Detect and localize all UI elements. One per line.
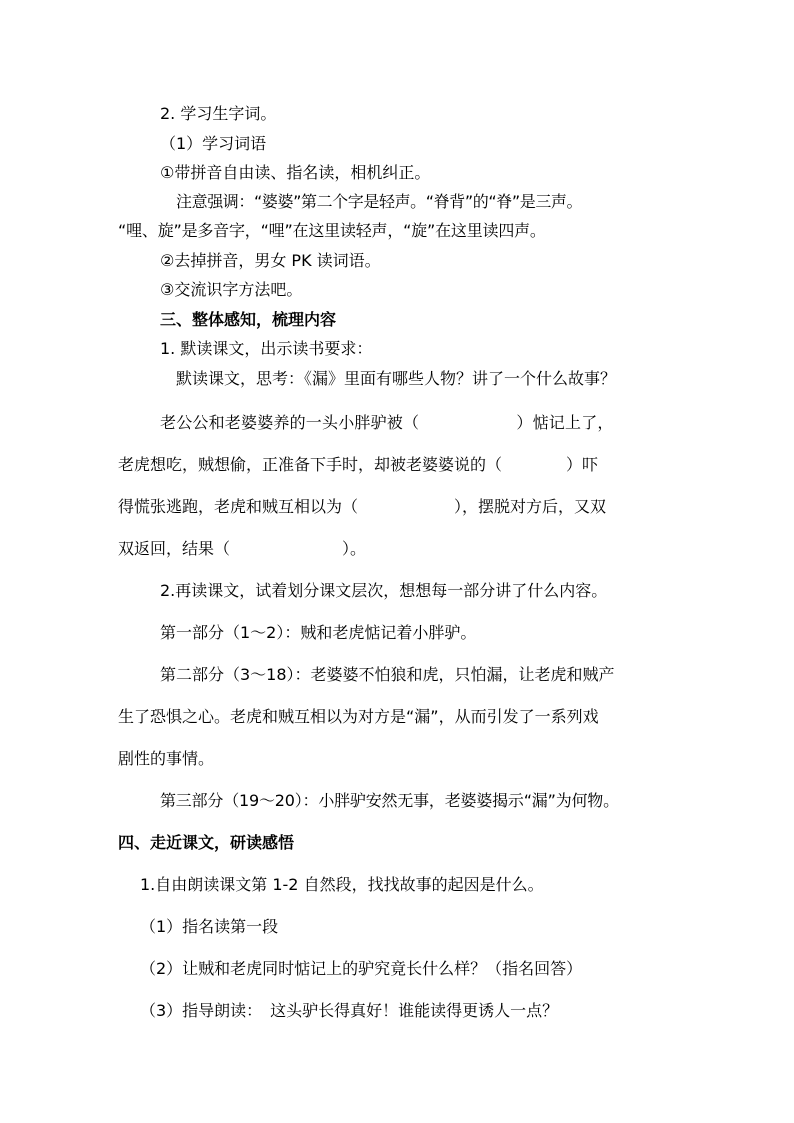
text-line: 第二部分（3～18）：老婆婆不怕狼和虎，只怕漏，让老虎和贼产 [160, 665, 615, 684]
text-line: 第一部分（1～2）：贼和老虎惦记着小胖驴。 [160, 623, 477, 642]
text-line: 2.再读课文，试着划分课文层次，想想每一部分讲了什么内容。 [160, 581, 608, 600]
section-heading: 三、整体感知，梳理内容 [160, 310, 337, 329]
text-line: 老公公和老婆婆养的一头小胖驴被（ ）惦记上了， [160, 413, 614, 432]
text-line: （1）指名读第一段 [140, 917, 279, 936]
text-line: ②去掉拼音，男女 PK 读词语。 [160, 251, 381, 270]
section-heading: 四、走近课文，研读感悟 [118, 833, 295, 852]
text-line: 得慌张逃跑，老虎和贼互相以为（ ），摆脱对方后，又双 [118, 497, 607, 516]
text-line: 1.自由朗读课文第 1-2 自然段，找找故事的起因是什么。 [140, 875, 544, 894]
text-line: 剧性的事情。 [118, 749, 215, 768]
text-line: ③交流识字方法吧。 [160, 280, 303, 299]
text-line: 默读课文，思考：《漏》里面有哪些人物？讲了一个什么故事？ [176, 369, 617, 388]
text-line: 注意强调：“婆婆”第二个字是轻声。“脊背”的“脊”是三声。 [176, 192, 583, 211]
text-line: （2）让贼和老虎同时惦记上的驴究竟长什么样？（指名回答） [140, 959, 583, 978]
text-line: 2. 学习生字词。 [160, 104, 277, 123]
text-line: 双返回，结果（ ）。 [118, 539, 367, 558]
text-line: （1）学习词语 [160, 134, 267, 153]
text-line: ①带拼音自由读、指名读，相机纠正。 [160, 163, 431, 182]
text-line: 1. 默读课文，出示读书要求： [160, 339, 373, 358]
text-line: 生了恐惧之心。老虎和贼互相以为对方是“漏”，从而引发了一系列戏 [118, 707, 599, 726]
text-line: （3）指导朗读： 这头驴长得真好！谁能读得更诱人一点？ [140, 1001, 559, 1020]
text-line: 老虎想吃，贼想偷，正准备下手时，却被老婆婆说的（ ）吓 [118, 455, 599, 474]
text-line: 第三部分（19～20）：小胖驴安然无事，老婆婆揭示“漏”为何物。 [160, 791, 619, 810]
text-line: “哩、旋”是多音字，“哩”在这里读轻声，“旋”在这里读四声。 [118, 221, 546, 240]
